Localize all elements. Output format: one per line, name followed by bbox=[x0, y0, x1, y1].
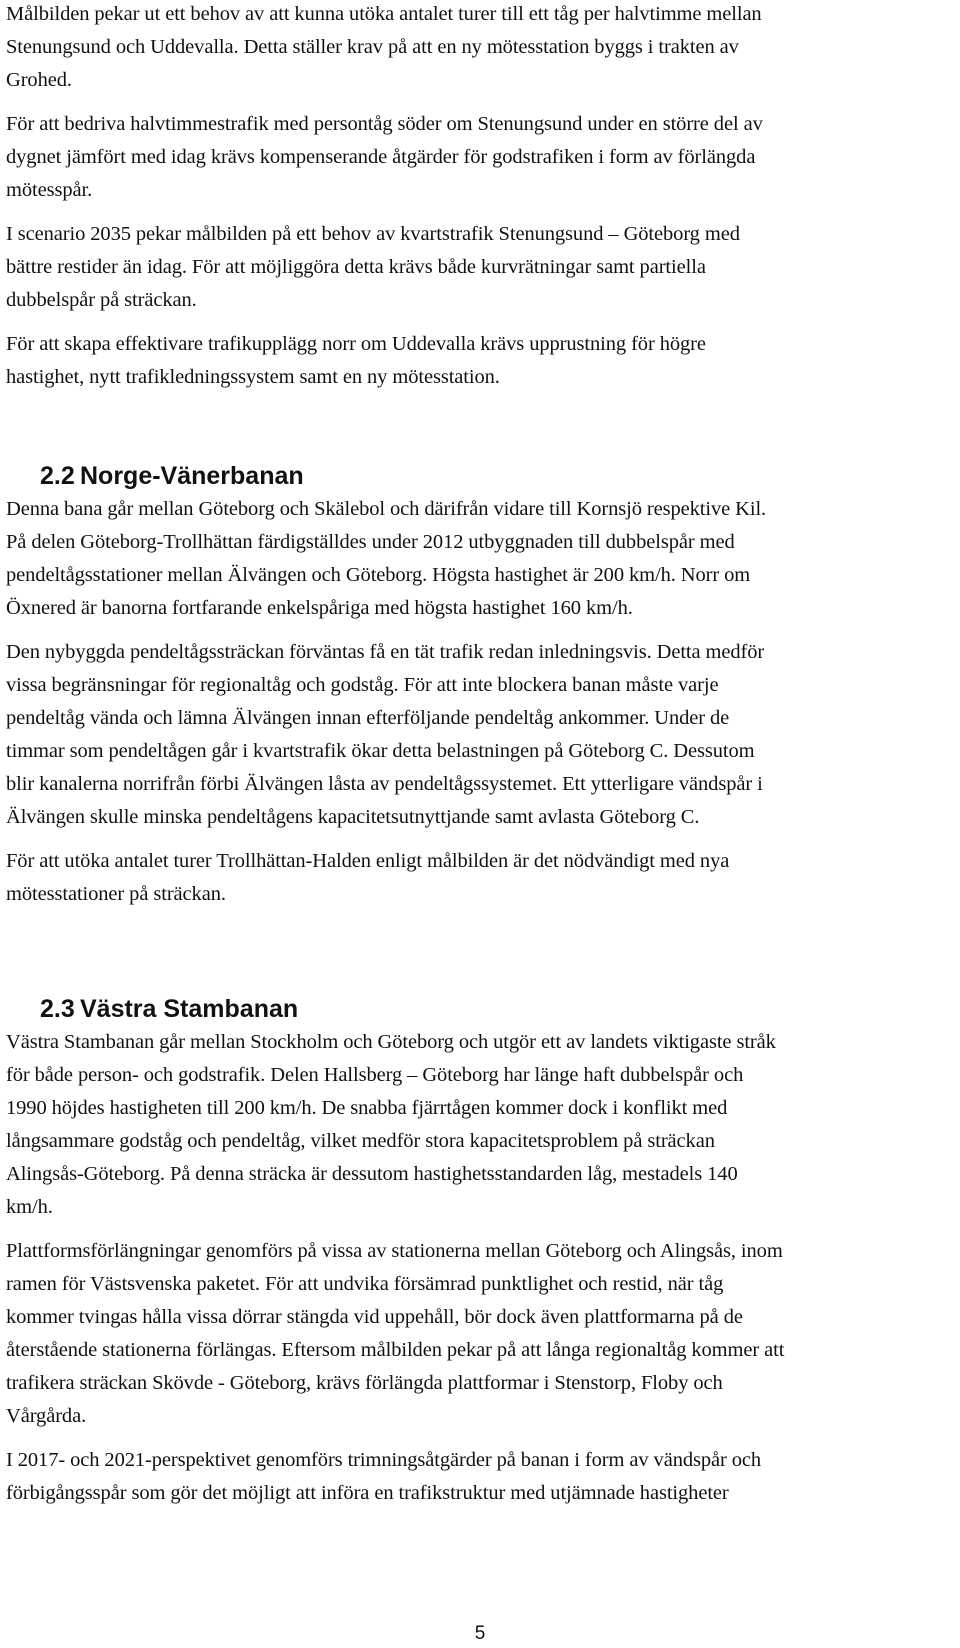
paragraph-vastra-stambanan-1: Västra Stambanan går mellan Stockholm och Göteborg och utgör ett av landets viktigaste stråk för både person- och godstrafik. Delen Hallsberg – Göteborg har länge haft dubbelspår och 1990 höjdes hastigheten till 200 km/h. De snabba fjärrtågen kommer dock i konflikt med långsammare godståg och pendeltåg, vilket medför stora kapacitetsproblem på sträckan Alingsås-Göteborg. På denna sträcka är dessutom hastighetsstandarden låg, mestadels 140 km/h. bbox=[6, 1031, 776, 1218]
paragraph-uddevalla-norr: För att skapa effektivare trafikupplägg norr om Uddevalla krävs upprustning för högre hastighet, nytt trafikledningssystem samt en ny mötesstation. bbox=[6, 333, 706, 388]
paragraph-norge-vanerbanan-1: Denna bana går mellan Göteborg och Skälebol och därifrån vidare till Kornsjö respektive Kil. På delen Göteborg-Trollhättan färdigställdes under 2012 utbyggnaden till dubbelspår med pendeltågsstationer mellan Älvängen och Göteborg. Högsta hastighet är 200 km/h. Norr om Öxnered är banorna fortfarande enkelspåriga med högsta hastighet 160 km/h. bbox=[6, 498, 767, 619]
paragraph-grohed: Målbilden pekar ut ett behov av att kunna utöka antalet turer till ett tåg per halvtimme mellan Stenungsund och Uddevalla. Detta ställer krav på att en ny mötesstation byggs i trakten av Grohed. bbox=[6, 3, 762, 91]
section-heading-norge-vanerbanan bbox=[6, 461, 950, 491]
section-number: 2.3 bbox=[40, 995, 75, 1023]
section-title: Norge-Vänerbanan bbox=[80, 462, 304, 490]
paragraph-halvtimmestrafik: För att bedriva halvtimmestrafik med persontåg söder om Stenungsund under en större del av dygnet jämfört med idag krävs kompenserande åtgärder för godstrafiken i form av förlängda mötesspår. bbox=[6, 113, 763, 201]
paragraph-vastra-stambanan-2: Plattformsförlängningar genomförs på vissa av stationerna mellan Göteborg och Alingsås, inom ramen för Västsvenska paketet. För att undvika försämrad punktlighet och restid, när tåg kommer tvingas hålla vissa dörrar stängda vid uppehåll, bör dock även plattformarna på de återstående stationerna förlängas. Eftersom målbilden pekar på att långa regionaltåg kommer att trafikera sträckan Skövde - Göteborg, krävs förlängda plattformar i Stenstorp, Floby och Vårgårda. bbox=[6, 1240, 785, 1427]
paragraph-vastra-stambanan-3: I 2017- och 2021-perspektivet genomförs trimningsåtgärder på banan i form av vändspår och förbigångsspår som gör det möjligt att införa en trafikstruktur med utjämnade hastigheter bbox=[6, 1449, 762, 1504]
document-page bbox=[6, 0, 950, 1510]
section-heading-vastra-stambanan bbox=[6, 994, 950, 1024]
section-number: 2.2 bbox=[40, 462, 75, 490]
section-title: Västra Stambanan bbox=[80, 995, 299, 1023]
paragraph-norge-vanerbanan-3: För att utöka antalet turer Trollhättan-Halden enligt målbilden är det nödvändigt med nya mötesstationer på sträckan. bbox=[6, 850, 730, 905]
page-number: 5 bbox=[474, 1623, 486, 1644]
paragraph-scenario-2035: I scenario 2035 pekar målbilden på ett behov av kvartstrafik Stenungsund – Göteborg med bättre restider än idag. För att möjliggöra detta krävs både kurvrätningar samt partiella dubbelspår på sträckan. bbox=[6, 223, 740, 311]
paragraph-norge-vanerbanan-2: Den nybyggda pendeltågssträckan förväntas få en tät trafik redan inledningsvis. Detta medför vissa begränsningar för regionaltåg och godståg. För att inte blockera banan måste varje pendeltåg vända och lämna Älvängen innan efterföljande pendeltåg ankommer. Under de timmar som pendeltågen går i kvartstrafik ökar detta belastningen på Göteborg C. Dessutom blir kanalerna norrifrån förbi Älvängen låsta av pendeltågssystemet. Ett ytterligare vändspår i Älvängen skulle minska pendeltågens kapacitetsutnyttjande samt avlasta Göteborg C. bbox=[6, 641, 765, 828]
